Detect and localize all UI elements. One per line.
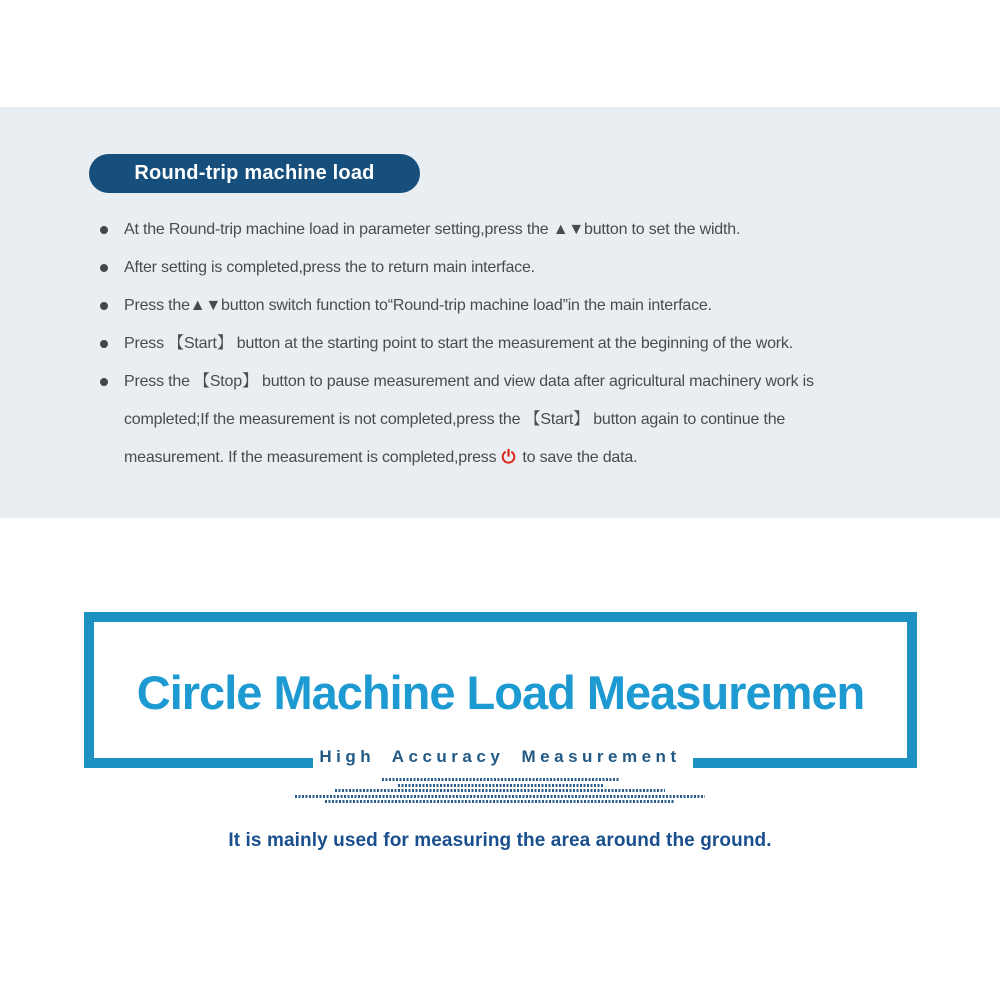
bullet-icon (100, 302, 108, 310)
hero-title: Circle Machine Load Measuremen (136, 665, 865, 719)
bullet-icon (100, 378, 108, 386)
microtext-line (325, 800, 675, 803)
hero-title-box (84, 612, 917, 758)
list-item (100, 287, 915, 325)
instruction-list (100, 211, 915, 477)
tagline-text: It is mainly used for measuring the area around the ground. (228, 830, 772, 851)
bullet-icon (100, 264, 108, 272)
instruction-line: Press the 【Stop】 button to pause measurement and view data after agricultural machinery work is (124, 373, 814, 390)
instruction-line (124, 439, 915, 477)
bullet-icon (100, 226, 108, 234)
hero-subtitle: High Accuracy Measurement (319, 747, 681, 766)
list-item (100, 211, 915, 249)
instruction-text (124, 363, 915, 477)
microtext-line (398, 784, 603, 787)
list-item (100, 325, 915, 363)
instruction-text: After setting is completed,press the to return main interface. (124, 259, 535, 276)
microtext-line (295, 795, 705, 798)
microtext-line (335, 789, 665, 792)
power-icon (500, 448, 517, 465)
instruction-text: Press 【Start】 button at the starting point to start the measurement at the beginning of the work. (124, 335, 793, 352)
instruction-line-pre: measurement. If the measurement is completed,press (124, 449, 497, 466)
list-item (100, 249, 915, 287)
microtext-decoration (0, 778, 1000, 806)
section-header-label: Round-trip machine load (134, 162, 375, 184)
instruction-text: At the Round-trip machine load in parameter setting,press the ▲▼button to set the width. (124, 221, 741, 238)
section-header-badge (89, 154, 420, 193)
instruction-text: Press the▲▼button switch function to“Round-trip machine load”in the main interface. (124, 297, 712, 314)
list-item (100, 363, 915, 477)
bullet-icon (100, 340, 108, 348)
instruction-line: completed;If the measurement is not completed,press the 【Start】 button again to continue the (124, 411, 786, 428)
instruction-line-post: to save the data. (522, 449, 638, 466)
microtext-line (382, 778, 619, 781)
